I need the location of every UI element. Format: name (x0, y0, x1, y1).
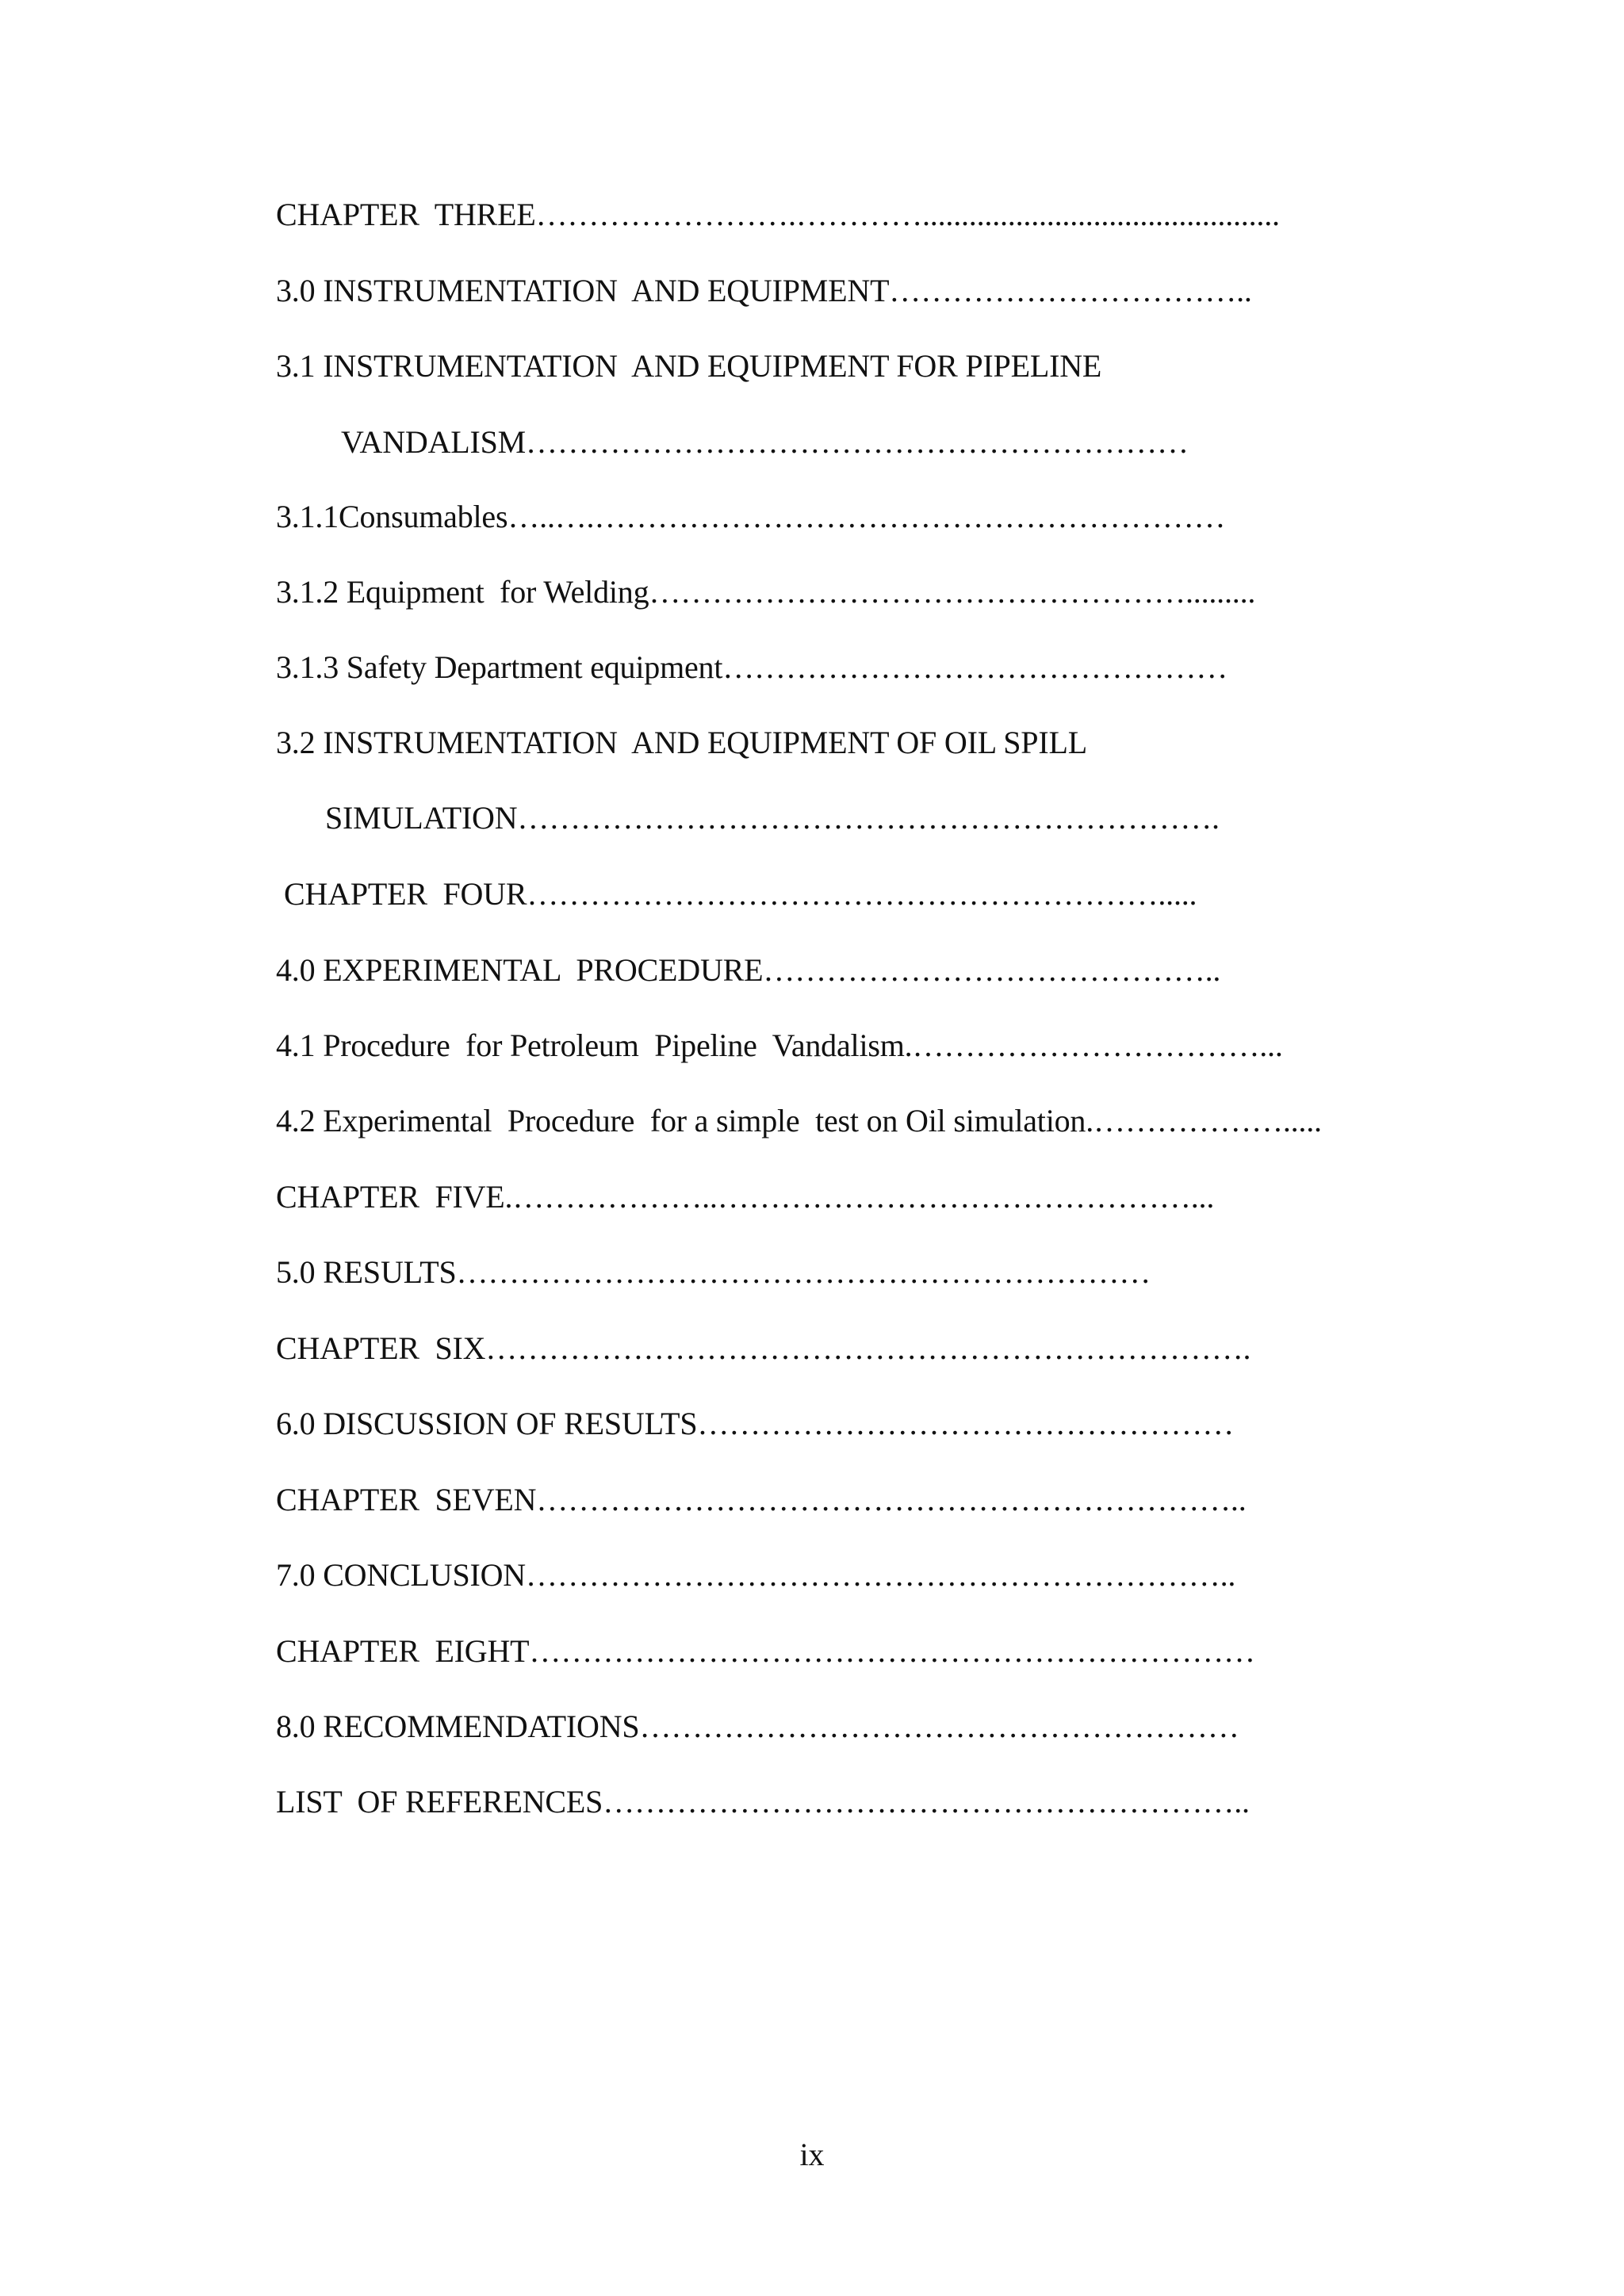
toc-entry-3-1: 3.1 INSTRUMENTATION AND EQUIPMENT FOR PIPELINE (276, 348, 1102, 384)
toc-entry-3-0: 3.0 INSTRUMENTATION AND EQUIPMENT…………………………….. (276, 273, 1252, 308)
toc-entry-6-0: 6.0 DISCUSSION OF RESULTS…………………………………………… (276, 1406, 1235, 1441)
toc-entry-7-0: 7.0 CONCLUSION………………………………………………………….. (276, 1557, 1236, 1593)
toc-entry-4-2: 4.2 Experimental Procedure for a simple test on Oil simulation.………………..... (276, 1103, 1322, 1138)
toc-entry-5-0: 5.0 RESULTS………………………………………………………… (276, 1254, 1151, 1290)
toc-entry-3-1-1: 3.1.1Consumables…..….…………………………………………………… (276, 499, 1226, 534)
toc-entry-4-1: 4.1 Procedure for Petroleum Pipeline Vandalism.……………………………... (276, 1027, 1283, 1063)
toc-entry-3-1-2: 3.1.2 Equipment for Welding……………………………………………......... (276, 574, 1256, 610)
toc-entry-chapter-seven: CHAPTER SEVEN………………………………………………………….. (276, 1482, 1247, 1517)
toc-entry-3-2-continued: SIMULATION…………………………………………………………. (325, 800, 1220, 836)
toc-entry-references: LIST OF REFERENCES…………………………………………………….. (276, 1784, 1250, 1820)
toc-entry-3-1-continued: VANDALISM……………………………………………………… (341, 424, 1189, 460)
page-number: ix (799, 2137, 825, 2172)
toc-entry-chapter-eight: CHAPTER EIGHT…………………………………………………………… (276, 1633, 1255, 1669)
toc-entry-3-2: 3.2 INSTRUMENTATION AND EQUIPMENT OF OIL SPILL (276, 725, 1087, 760)
toc-entry-chapter-three: CHAPTER THREE…………………….………….............................................. (276, 197, 1280, 232)
toc-entry-8-0: 8.0 RECOMMENDATIONS………………………………………………… (276, 1709, 1239, 1744)
toc-entry-chapter-five: CHAPTER FIVE.………………..………………………………………... (276, 1179, 1215, 1215)
toc-entry-3-1-3: 3.1.3 Safety Department equipment………………………………………… (276, 649, 1228, 685)
toc-entry-chapter-four: CHAPTER FOUR……………………………………………………..... (284, 876, 1197, 912)
toc-entry-chapter-six: CHAPTER SIX………………………………………………………………. (276, 1330, 1251, 1366)
toc-entry-4-0: 4.0 EXPERIMENTAL PROCEDURE…………………………………….. (276, 952, 1221, 988)
